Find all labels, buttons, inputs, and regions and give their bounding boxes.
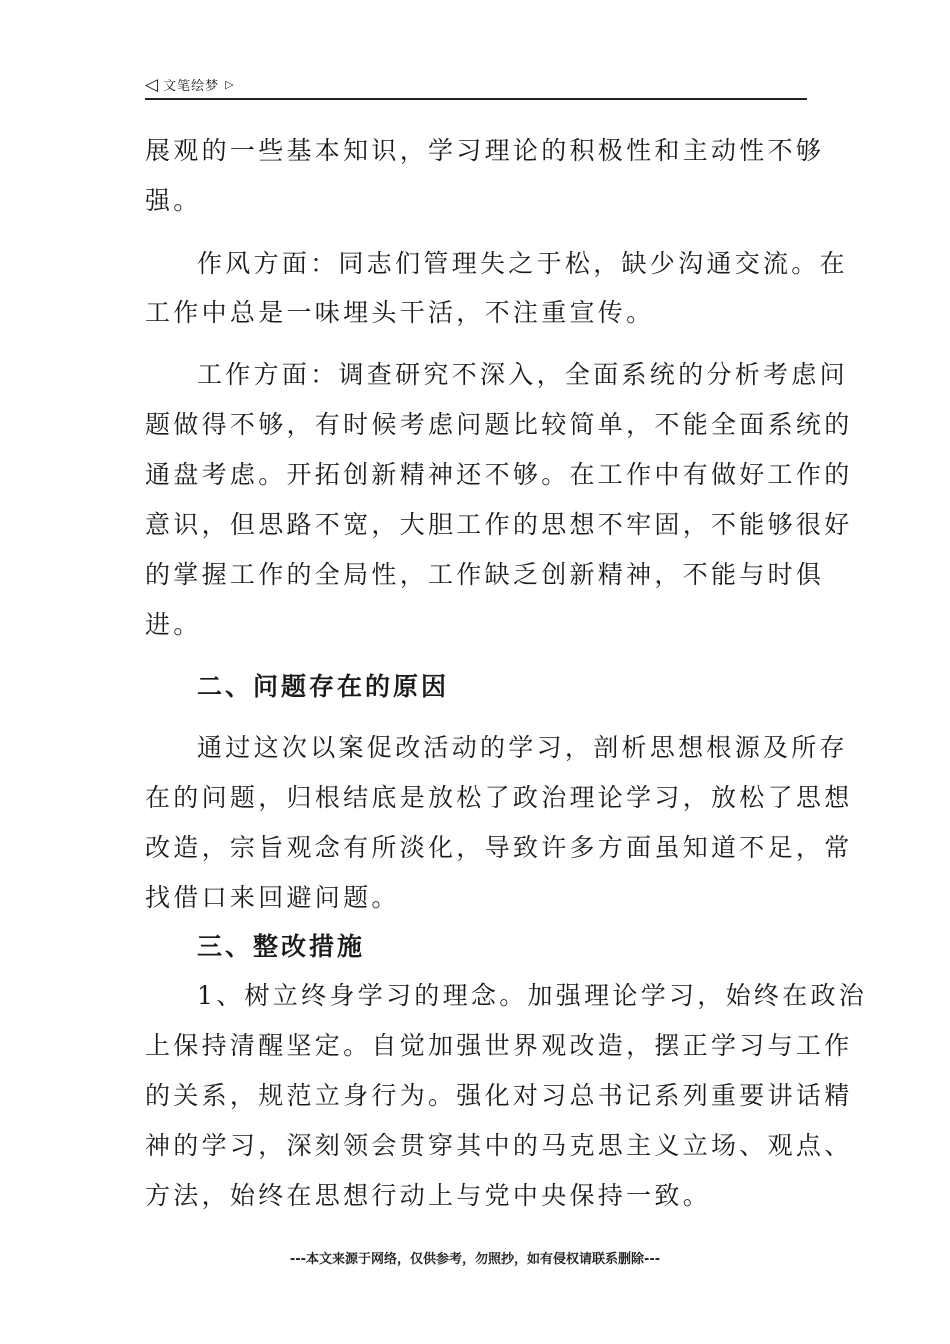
paragraph-line: 改造，宗旨观念有所淡化，导致许多方面虽知道不足，常 [145, 833, 853, 862]
paragraph-line: 工作中总是一味埋头干活，不注重宣传。 [145, 298, 655, 327]
left-triangle-icon: ◁ [145, 75, 160, 95]
paragraph-line: 的掌握工作的全局性，工作缺乏创新精神，不能与时俱 [145, 560, 825, 589]
paragraph-line: 通过这次以案促改活动的学习，剖析思想根源及所存 [197, 733, 848, 762]
paragraph-line: 工作方面：调查研究不深入，全面系统的分析考虑问 [197, 360, 848, 389]
paragraph-line: 神的学习，深刻领会贯穿其中的马克思主义立场、观点、 [145, 1131, 853, 1160]
brand-name: 文笔绘梦 [163, 79, 220, 94]
right-triangle-icon: ▷ [225, 78, 235, 91]
paragraph-line: 通盘考虑。开拓创新精神还不够。在工作中有做好工作的 [145, 460, 853, 489]
paragraph-line: 的关系，规范立身行为。强化对习总书记系列重要讲话精 [145, 1081, 853, 1110]
paragraph-line: 意识，但思路不宽，大胆工作的思想不牢固，不能够很好 [145, 510, 853, 539]
paragraph-line: 展观的一些基本知识，学习理论的积极性和主动性不够 [145, 136, 825, 165]
paragraph-line: 作风方面：同志们管理失之于松，缺少沟通交流。在 [197, 249, 848, 278]
paragraph-line: 进。 [145, 610, 202, 639]
paragraph-line: 1、树立终身学习的理念。加强理论学习，始终在政治 [197, 981, 868, 1010]
paragraph-line: 在的问题，归根结底是放松了政治理论学习，放松了思想 [145, 783, 853, 812]
paragraph-line: 上保持清醒坚定。自觉加强世界观改造，摆正学习与工作 [145, 1031, 853, 1060]
page-header [145, 72, 807, 100]
section-heading: 二、问题存在的原因 [197, 672, 450, 701]
section-heading: 三、整改措施 [197, 932, 366, 961]
paragraph-line: 方法，始终在思想行动上与党中央保持一致。 [145, 1181, 712, 1210]
paragraph-line: 找借口来回避问题。 [145, 883, 400, 912]
paragraph-line: 题做得不够，有时候考虑问题比较简单，不能全面系统的 [145, 410, 853, 439]
paragraph-line: 强。 [145, 186, 202, 215]
header-brand [145, 75, 235, 95]
footer-disclaimer: ---本文来源于网络，仅供参考，勿照抄，如有侵权请联系删除--- [289, 1252, 661, 1267]
